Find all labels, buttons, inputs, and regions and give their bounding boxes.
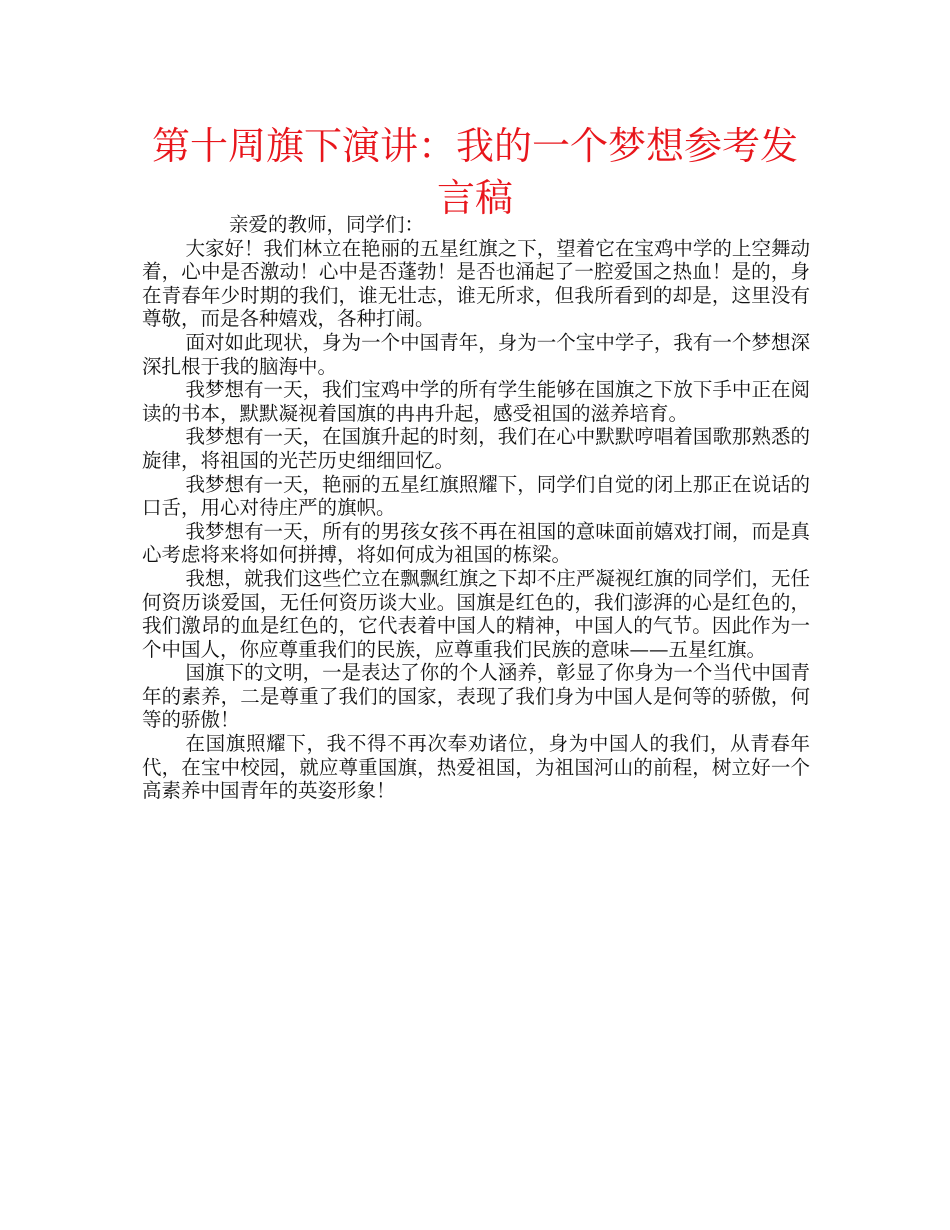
- body-paragraph: 我梦想有一天，在国旗升起的时刻，我们在心中默默哼唱着国歌那熟悉的旋律，将祖国的光芒历史细细回忆。: [142, 425, 810, 472]
- body-paragraph: 我梦想有一天，所有的男孩女孩不再在祖国的意味面前嬉戏打闹，而是真心考虑将来将如何拼搏，将如何成为祖国的栋梁。: [142, 519, 810, 567]
- body-paragraph: 国旗下的文明，一是表达了你的个人涵养，彰显了你身为一个当代中国青年的素养，二是尊重了我们的国家，表现了我们身为中国人是何等的骄傲，何等的骄傲！: [142, 661, 810, 732]
- body-paragraph: 面对如此现状，身为一个中国青年，身为一个宝中学子，我有一个梦想深深扎根于我的脑海中。: [142, 330, 810, 378]
- body-paragraph: 在国旗照耀下，我不得不再次奉劝诸位，身为中国人的我们，从青春年代，在宝中校园，就应尊重国旗，热爱祖国，为祖国河山的前程，树立好一个高素养中国青年的英姿形象！: [142, 732, 810, 803]
- body-paragraph: 我梦想有一天，我们宝鸡中学的所有学生能够在国旗之下放下手中正在阅读的书本，默默凝视着国旗的冉冉升起，感受祖国的滋养培育。: [142, 378, 810, 425]
- document-title: 第十周旗下演讲：我的一个梦想参考发言稿: [151, 124, 798, 220]
- body-paragraph: 我梦想有一天，艳丽的五星红旗照耀下，同学们自觉的闭上那正在说话的口舌，用心对待庄严的旗帜。: [142, 472, 810, 520]
- body-paragraph: 我想，就我们这些伫立在飘飘红旗之下却不庄严凝视红旗的同学们，无任何资历谈爱国，无任何资历谈大业。国旗是红色的，我们澎湃的心是红色的，我们激昂的血是红色的，它代表着中国人的精神，中国人的气节。因此作为一个中国人，你应尊重我们的民族，应尊重我们民族的意味——五星红旗。: [142, 566, 810, 661]
- body-paragraph: 大家好！我们林立在艳丽的五星红旗之下，望着它在宝鸡中学的上空舞动着，心中是否激动！心中是否蓬勃！是否也涌起了一腔爱国之热血！是的，身在青春年少时期的我们，谁无壮志，谁无所求，但我所看到的却是，这里没有尊敬，而是各种嬉戏，各种打闹。: [142, 236, 810, 331]
- salutation-paragraph: 亲爱的教师，同学们：: [228, 213, 424, 236]
- document-body: [142, 213, 810, 803]
